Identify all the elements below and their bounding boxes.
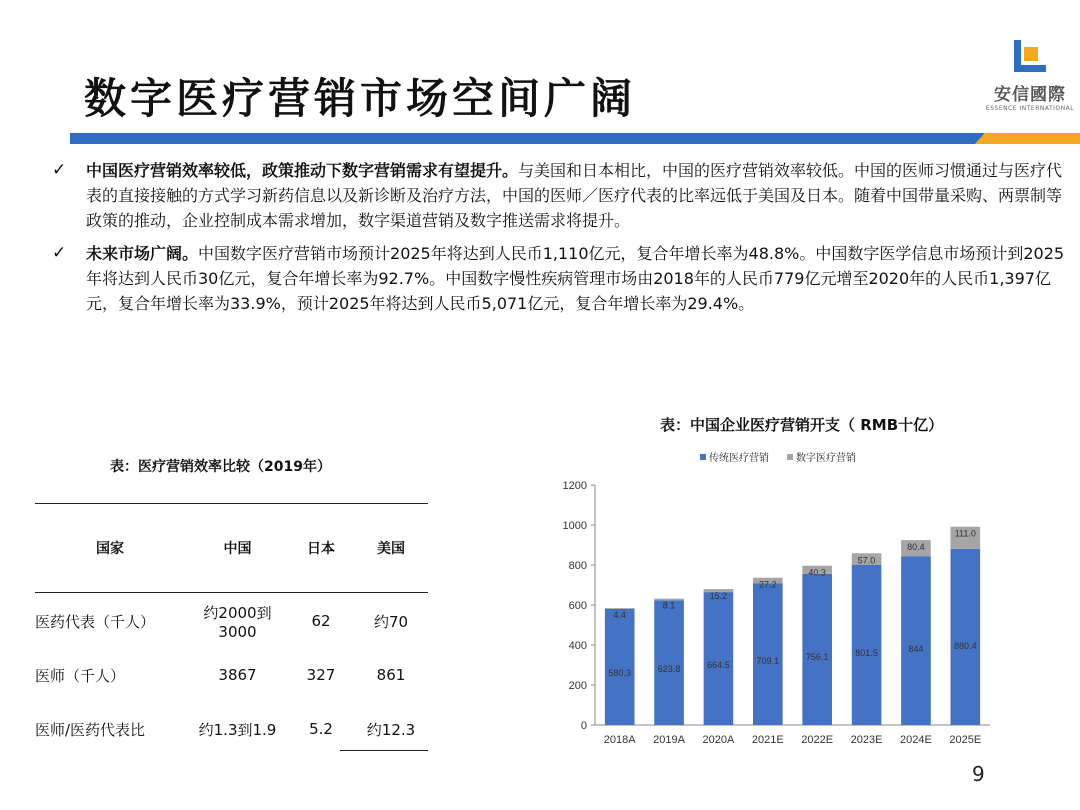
y-tick-label: 800 — [568, 560, 587, 572]
bullet-text: 中国数字医疗营销市场预计2025年将达到人民币1,110亿元，复合年增长率为48.8%。中国数字医学信息市场预计到2025年将达到人民币30亿元，复合年增长率为92.7%。中国数字慢性疾病管理市场由2018年的人民币779亿元增至2020年的人民币1,397亿元，复合年增长率为33.9%，预计2025年将达到人民币5,071亿元，复合年增长率为29.4%。 — [86, 244, 1065, 313]
data-label: 756.1 — [805, 651, 829, 662]
table-header-row — [35, 502, 430, 594]
y-tick-label: 600 — [568, 600, 587, 612]
table-cell: 约2000到3000 — [203, 603, 272, 641]
table-caption: 表：医疗营销效率比较（2019年） — [110, 459, 331, 475]
data-label: 15.2 — [709, 591, 728, 602]
x-tick-label: 2022E — [801, 734, 834, 746]
table-cell: 327 — [306, 666, 336, 684]
logo-name: 安信國際 — [994, 85, 1066, 105]
data-label: 27.2 — [759, 579, 777, 590]
data-label: 57.0 — [857, 555, 876, 566]
bullet-list — [48, 158, 1068, 324]
table-cell: 861 — [376, 666, 406, 684]
row-label: 医药代表（千人） — [35, 612, 156, 631]
table-cell: 约70 — [373, 612, 409, 631]
y-tick-label: 0 — [580, 720, 587, 732]
bullet-lead: 中国医疗营销效率较低，政策推动下数字营销需求有望提升。 — [86, 161, 519, 180]
data-label: 111.0 — [954, 528, 976, 539]
bar-chart — [550, 445, 1000, 765]
bar-segment — [654, 600, 684, 725]
bullet-item — [48, 158, 1068, 233]
data-label: 664.5 — [707, 660, 730, 671]
bar-segment — [605, 608, 635, 609]
header-cell: 日本 — [307, 541, 335, 557]
x-tick-label: 2020A — [702, 734, 735, 746]
header-cell: 美国 — [377, 541, 405, 557]
table-cell: 3867 — [218, 666, 257, 684]
bar-segment — [852, 565, 882, 725]
legend-label: 传统医疗营销 — [709, 453, 769, 464]
y-tick-label: 200 — [568, 680, 587, 692]
x-tick-label: 2023E — [850, 734, 883, 746]
x-tick-label: 2021E — [751, 734, 784, 746]
company-logo — [985, 38, 1075, 112]
data-label: 580.3 — [608, 667, 631, 678]
legend-label: 数字医疗营销 — [796, 453, 856, 464]
data-label: 8.1 — [662, 600, 676, 611]
logo-subtitle: ESSENCE INTERNATIONAL — [985, 105, 1075, 112]
table-cell: 5.2 — [309, 720, 333, 738]
table-cell: 约12.3 — [366, 720, 416, 739]
data-label: 40.3 — [808, 567, 826, 578]
table-mid-rule — [35, 592, 428, 593]
bullet-text: 与美国和日本相比，中国的医疗营销效率较低。中国的医师习惯通过与医疗代表的直接接触的方式学习新药信息以及新诊断及治疗方法，中国的医师／医疗代表的比率远低于美国及日本。随着中国带量采购、两票制等政策的推动，企业控制成本需求增加，数字渠道营销及数字推送需求将提升。 — [86, 161, 1063, 230]
data-label: 801.5 — [855, 647, 878, 658]
y-tick-label: 400 — [568, 640, 587, 652]
y-tick-label: 1200 — [562, 480, 587, 492]
header-cell: 国家 — [96, 541, 124, 557]
data-label: 80.4 — [907, 542, 925, 553]
legend-swatch — [787, 454, 793, 460]
x-tick-label: 2018A — [603, 734, 636, 746]
row-label: 医师（千人） — [35, 666, 126, 685]
x-tick-label: 2024E — [900, 734, 932, 746]
table-cell: 62 — [311, 612, 331, 630]
logo-mark-icon — [1012, 38, 1048, 74]
data-label: 880.4 — [954, 640, 977, 651]
table-row — [35, 702, 430, 756]
x-tick-label: 2025E — [949, 734, 982, 746]
table-row — [35, 594, 430, 648]
data-label: 4.4 — [613, 610, 626, 621]
bullet-lead: 未来市场广阔。 — [86, 244, 199, 263]
y-tick-label: 1000 — [562, 520, 587, 532]
bar-segment — [951, 549, 981, 725]
check-icon: ✓ — [52, 160, 67, 180]
table-cell: 约1.3到1.9 — [198, 720, 277, 739]
bullet-item — [48, 241, 1068, 316]
table-bottom-rule — [340, 750, 428, 751]
bar-segment — [753, 583, 783, 725]
row-label: 医师/医药代表比 — [35, 720, 146, 739]
chart-title: 表：中国企业医疗营销开支（ RMB十亿） — [660, 416, 944, 434]
table-row — [35, 648, 430, 702]
header-cell: 中国 — [223, 541, 252, 557]
bar-segment — [802, 574, 832, 725]
data-label: 709.1 — [756, 656, 780, 667]
legend-swatch — [700, 454, 706, 460]
comparison-table — [35, 502, 430, 756]
page-title: 数字医疗营销市场空间广阔 — [84, 74, 637, 123]
data-label: 844 — [908, 644, 924, 655]
bar-segment — [901, 556, 931, 725]
check-icon: ✓ — [52, 243, 67, 263]
data-label: 623.8 — [657, 663, 681, 674]
page-number: 9 — [972, 762, 985, 786]
bar-segment — [704, 592, 734, 725]
header-band — [0, 130, 1080, 150]
x-tick-label: 2019A — [653, 734, 685, 746]
